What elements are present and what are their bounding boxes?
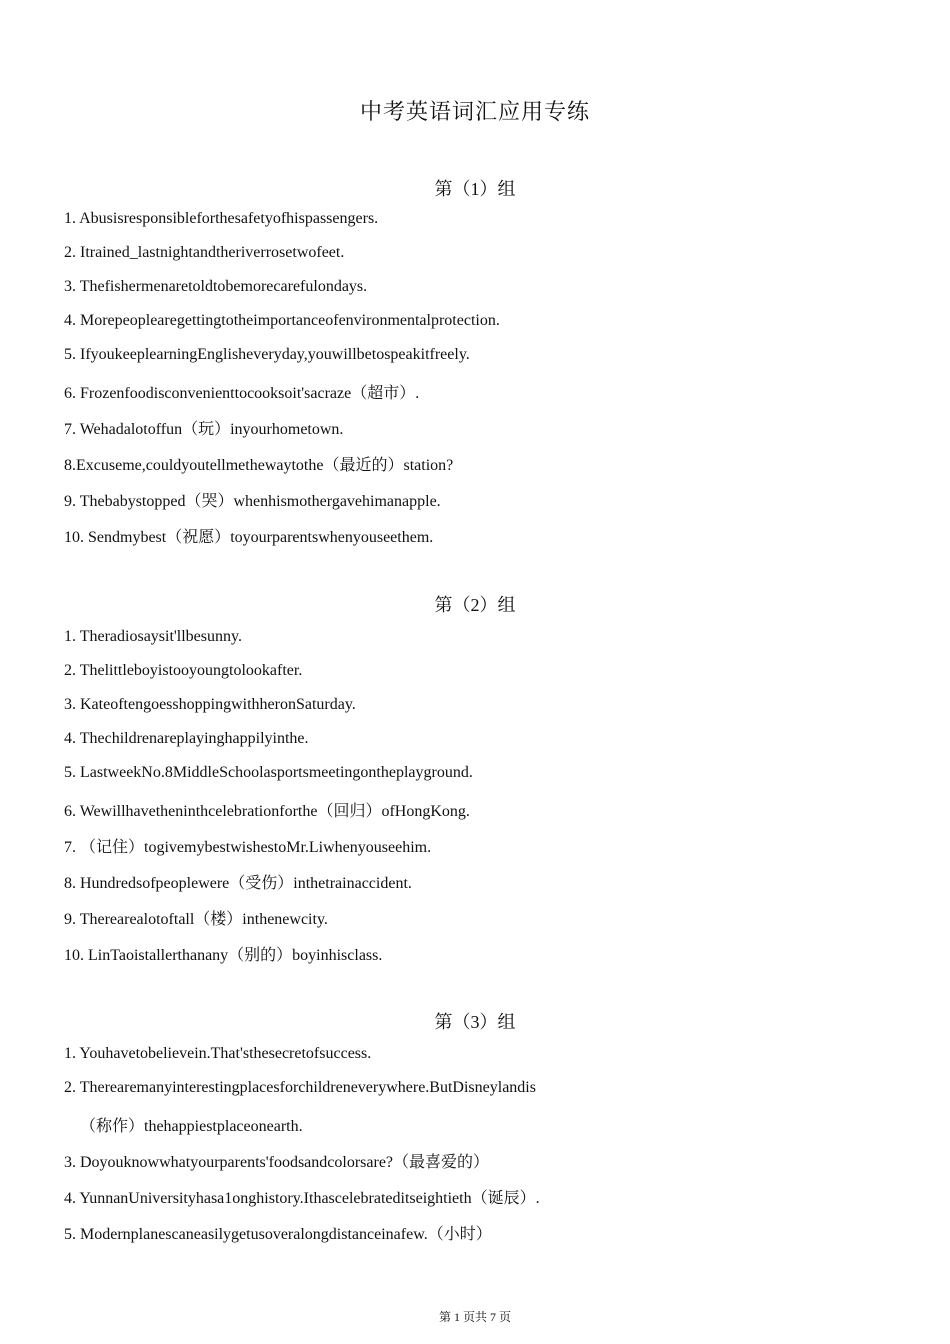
- list-item: 8. Hundredsofpeoplewere（受伤）inthetrainaccident.: [64, 875, 412, 892]
- list-item: 7. Wehadalotoffun（玩）inyourhometown.: [64, 421, 344, 438]
- group-title-3: 第（3）组: [434, 1012, 516, 1032]
- list-item: 1. Abusisresponsibleforthesafetyofhispassengers.: [64, 210, 379, 227]
- list-item: 6. Frozenfoodisconvenienttocooksoit'sacraze（超市）.: [64, 385, 420, 402]
- list-item: 3. KateoftengoesshoppingwithheronSaturday.: [64, 696, 356, 713]
- page-title: 中考英语词汇应用专练: [359, 99, 590, 124]
- list-item: 10. Sendmybest（祝愿）toyourparentswhenyouseethem.: [64, 529, 434, 546]
- page-footer: 第 1 页共 7 页: [438, 1310, 511, 1324]
- list-item: 4. Thechildrenareplayinghappilyinthe.: [64, 730, 309, 747]
- list-item: 10. LinTaoistallerthanany（别的）boyinhisclass.: [64, 947, 383, 964]
- list-item: 4. Morepeoplearegettingtotheimportanceofenvironmentalprotection.: [64, 312, 500, 329]
- list-item: 2. Itrained_lastnightandtheriverrosetwofeet.: [64, 244, 345, 261]
- list-item: 5. LastweekNo.8MiddleSchoolasportsmeetingontheplayground.: [64, 764, 473, 781]
- list-item: 5. IfyoukeeplearningEnglisheveryday,youwillbetospeakitfreely.: [64, 346, 470, 363]
- list-item: 3. Thefishermenaretoldtobemorecarefulondays.: [64, 278, 368, 295]
- list-item-continuation: （称作）thehappiestplaceonearth.: [80, 1118, 303, 1135]
- list-item: 1. Theradiosaysit'llbesunny.: [64, 628, 242, 645]
- list-item: 3. Doyouknowwhatyourparents'foodsandcolorsare?（最喜爱的）: [64, 1154, 490, 1171]
- group-title-1: 第（1）组: [434, 179, 516, 199]
- list-item: 2. Therearemanyinterestingplacesforchildreneverywhere.ButDisneylandis: [64, 1079, 536, 1096]
- list-item: 9. Thebabystopped（哭）whenhismothergavehimanapple.: [64, 493, 441, 510]
- list-item: 1. Youhavetobelievein.That'sthesecretofsuccess.: [64, 1045, 372, 1062]
- list-item: 8.Excuseme,couldyoutellmethewaytothe（最近的）station?: [64, 457, 454, 474]
- list-item: 7. （记住）togivemybestwishestoMr.Liwhenyouseehim.: [64, 839, 432, 856]
- list-item: 9. Therearealotoftall（楼）inthenewcity.: [64, 911, 328, 928]
- list-item: 5. Modernplanescaneasilygetusoveralongdistanceinafew.（小时）: [64, 1226, 492, 1243]
- list-item: 4. YunnanUniversityhasa1onghistory.Ithascelebrateditseightieth（诞辰）.: [64, 1190, 540, 1207]
- list-item: 2. Thelittleboyistooyoungtolookafter.: [64, 662, 303, 679]
- group-title-2: 第（2）组: [434, 595, 516, 615]
- list-item: 6. Wewillhavetheninthcelebrationforthe（回归）ofHongKong.: [64, 803, 470, 820]
